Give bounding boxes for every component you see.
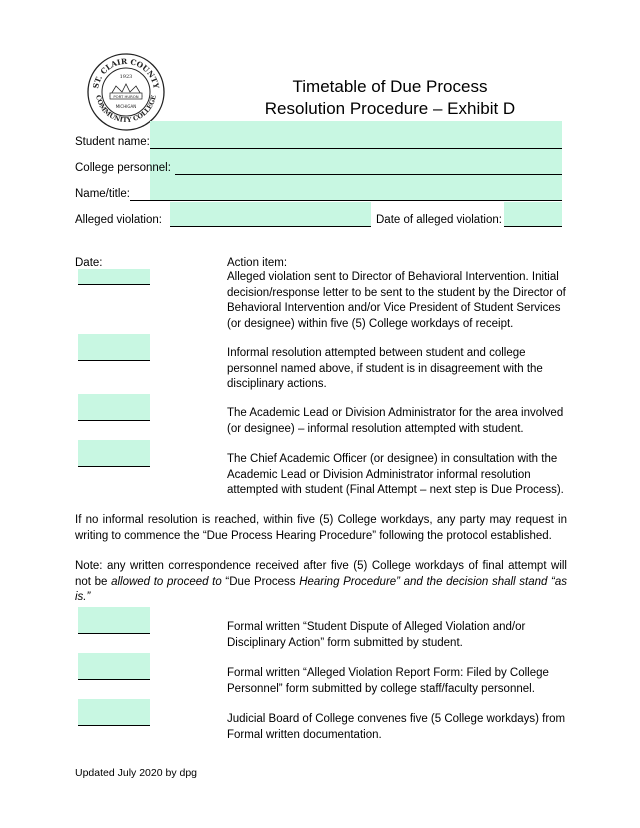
date-header: Date:: [75, 257, 103, 269]
date-of-violation-field[interactable]: [504, 202, 562, 227]
date-of-violation-label: Date of alleged violation:: [376, 214, 502, 226]
note-part4: Hearing Procedure” and the decision shall stand “as is.”: [75, 575, 568, 603]
formal-action-item: Judicial Board of College convenes five (5 College workdays) from Formal written documentation.: [227, 713, 566, 741]
page-title-line2: Resolution Procedure – Exhibit D: [264, 99, 516, 118]
note-part3: “Due Process: [221, 575, 300, 588]
action-item: Informal resolution attempted between student and college personnel named above, if student is in disagreement with the disciplinary actions.: [227, 347, 543, 390]
college-seal-logo: [86, 52, 166, 132]
alleged-violation-label: Alleged violation:: [75, 214, 162, 226]
seal-year: 1923: [119, 74, 133, 80]
seal-ring-bottom: COMMUNITY COLLEGE: [94, 94, 158, 125]
action-item: The Chief Academic Officer (or designee) in consultation with the Academic Lead or Division Administrator informal resolution attempted with student (Final Attempt – next step is Due Process).: [227, 453, 564, 496]
footer-updated: Updated July 2020 by dpg: [75, 767, 198, 779]
formal-action-item: Formal written “Student Dispute of Alleged Violation and/or Disciplinary Action” form submitted by student.: [227, 621, 526, 649]
note-part1: Note: any written correspondence received after five (5) College workdays of final attempt will not be: [75, 560, 567, 588]
action-item: Alleged violation sent to Director of Behavioral Intervention. Initial decision/response letter to be sent to the student by the Director of Behavioral Intervention and/or Vice President of Student Services (or designee) within five (5) College workdays of receipt.: [227, 271, 566, 330]
note-part2: allowed to proceed to: [111, 575, 222, 588]
seal-state: MICHIGAN: [115, 104, 137, 109]
note-paragraph: [75, 559, 567, 606]
student-name-field[interactable]: [150, 148, 562, 149]
formal-action-item: Formal written “Alleged Violation Report Form: Filed by College Personnel” form submitted by college staff/faculty personnel.: [227, 667, 549, 695]
date-field[interactable]: [78, 334, 150, 361]
seal-ring-top: ST. CLAIR COUNTY: [91, 56, 161, 90]
name-title-label: Name/title:: [75, 188, 130, 200]
name-title-field[interactable]: [130, 200, 562, 201]
date-field[interactable]: [78, 394, 150, 421]
college-personnel-label: College personnel:: [75, 162, 171, 174]
action-item: The Academic Lead or Division Administrator for the area involved (or designee) – informal resolution attempted with student.: [227, 407, 564, 435]
form-green-block: [150, 121, 562, 200]
alleged-violation-field[interactable]: [170, 202, 371, 227]
date-field[interactable]: [78, 607, 150, 634]
informal-resolution-paragraph: If no informal resolution is reached, within five (5) College workdays, any party may request in writing to commence the “Due Process Hearing Procedure” following the protocol established.: [75, 514, 567, 542]
date-field[interactable]: [78, 440, 150, 467]
seal-banner: PORT HURON: [113, 94, 139, 99]
date-field[interactable]: [78, 699, 150, 726]
date-field[interactable]: [78, 269, 150, 285]
action-header: Action item:: [227, 257, 288, 269]
page-title-line1: Timetable of Due Process: [292, 77, 488, 96]
date-field[interactable]: [78, 653, 150, 680]
college-personnel-field[interactable]: [175, 174, 562, 175]
student-name-label: Student name:: [75, 136, 150, 148]
